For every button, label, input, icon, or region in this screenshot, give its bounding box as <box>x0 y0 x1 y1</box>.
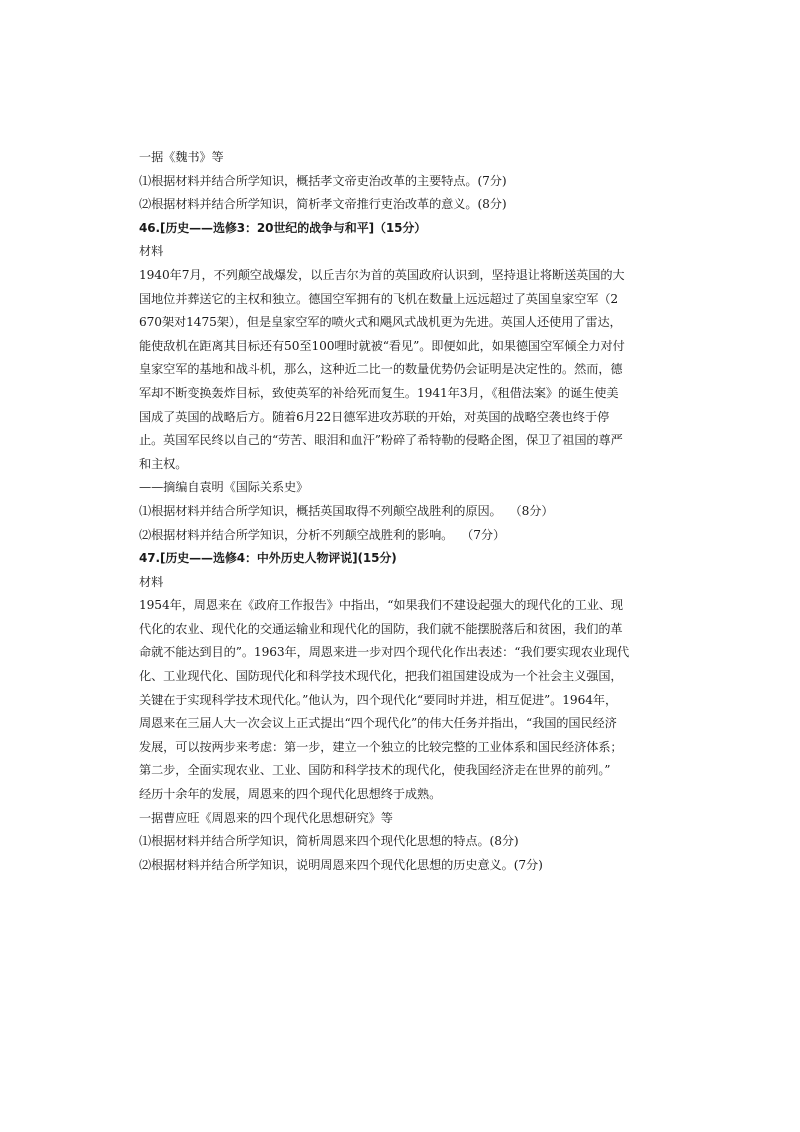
question-46-1 <box>139 500 684 524</box>
question-47-2: ⑵根据材料并结合所学知识，说明周恩来四个现代化思想的历史意义。(7分) <box>139 857 543 872</box>
material-47-line: 化、工业现代化、国防现代化和科学技术现代化，把我们祖国建设成为一个社会主义强国， <box>139 669 623 684</box>
question-46-1-text: ⑴根据材料并结合所学知识，概括英国取得不列颠空战胜利的原因。 <box>139 503 502 518</box>
material-46-line: 670架对1475架），但是皇家空军的喷火式和飓风式战机更为先进。英国人还使用了雷达， <box>139 315 622 330</box>
material-label-47: 材料 <box>139 574 164 589</box>
section-title-47: 47.[历史——选修4：中外历史人物评说](15分) <box>139 551 397 566</box>
question-46-1-score: （8分） <box>515 503 554 518</box>
material-46-line: 能使敌机在距离其目标还有50至100哩时就被“看见”。即便如此，如果德国空军倾全力对付 <box>139 338 625 353</box>
question-47-1: ⑴根据材料并结合所学知识，简析周恩来四个现代化思想的特点。(8分) <box>139 834 519 849</box>
source-line-47: 一据曹应旺《周恩来的四个现代化思想研究》等 <box>139 810 393 825</box>
question-46-2 <box>139 524 684 548</box>
material-47-line: 周恩来在三届人大一次会议上正式提出“四个现代化”的伟大任务并指出，“我国的国民经济 <box>139 716 617 731</box>
material-47-line: 代化的农业、现代化的交通运输业和现代化的国防，我们就不能摆脱落后和贫困，我们的革 <box>139 621 623 636</box>
material-46-line: 和主权。 <box>139 456 188 471</box>
material-47-line: 1954年，周恩来在《政府工作报告》中指出，“如果我们不建设起强大的现代化的工业、现 <box>139 598 623 613</box>
material-47-line: 发展，可以按两步来考虑：第一步，建立一个独立的比较完整的工业体系和国民经济体系； <box>139 739 623 754</box>
source-line-46: ——摘编自袁明《国际关系史》 <box>139 480 309 495</box>
source-line-45: 一据《魏书》等 <box>139 150 224 164</box>
question-46-2-score: （7分） <box>467 527 506 542</box>
material-46-line: 国地位并葬送它的主权和独立。德国空军拥有的飞机在数量上远远超过了英国皇家空军（2 <box>139 291 619 306</box>
document-body <box>139 146 684 877</box>
material-47-line: 第二步，全面实现农业、工业、国防和科学技术的现代化，使我国经济走在世界的前列。” <box>139 763 611 778</box>
material-46-line: 国成了英国的战略后方。随着6月22日德军进攻苏联的开始，对英国的战略空袭也终于停 <box>139 409 610 424</box>
material-46-line: 止。英国军民终以自己的“劳苦、眼泪和血汗”粉碎了希特勒的侵略企图，保卫了祖国的尊严 <box>139 433 623 448</box>
material-46-line: 军却不断变换轰炸目标，致使英军的补给死而复生。1941年3月，《租借法案》的诞生使美 <box>139 385 619 400</box>
material-47-line: 命就不能达到目的”。1963年，周恩来进一步对四个现代化作出表述：“我们要实现农业现代 <box>139 645 630 660</box>
question-45-1: ⑴根据材料并结合所学知识，概括孝文帝吏治改革的主要特点。(7分) <box>139 173 507 188</box>
material-46-line: 皇家空军的基地和战斗机，那么，这种近二比一的数量优势仍会证明是决定性的。然而，德 <box>139 362 623 377</box>
material-47-line: 经历十余年的发展，周恩来的四个现代化思想终于成熟。 <box>139 787 442 802</box>
material-46-line: 1940年7月，不列颠空战爆发，以丘吉尔为首的英国政府认识到，坚持退让将断送英国的大 <box>139 267 625 282</box>
material-47-line: 关键在于实现科学技术现代化。”他认为，四个现代化“要同时并进，相互促进”。1964年， <box>139 692 618 707</box>
question-45-2: ⑵根据材料并结合所学知识，简析孝文帝推行吏治改革的意义。(8分) <box>139 197 507 212</box>
material-label-46: 材料 <box>139 244 164 259</box>
section-title-46: 46.[历史——选修3：20世纪的战争与和平]（15分） <box>139 220 427 235</box>
question-46-2-text: ⑵根据材料并结合所学知识，分析不列颠空战胜利的影响。 <box>139 527 454 542</box>
